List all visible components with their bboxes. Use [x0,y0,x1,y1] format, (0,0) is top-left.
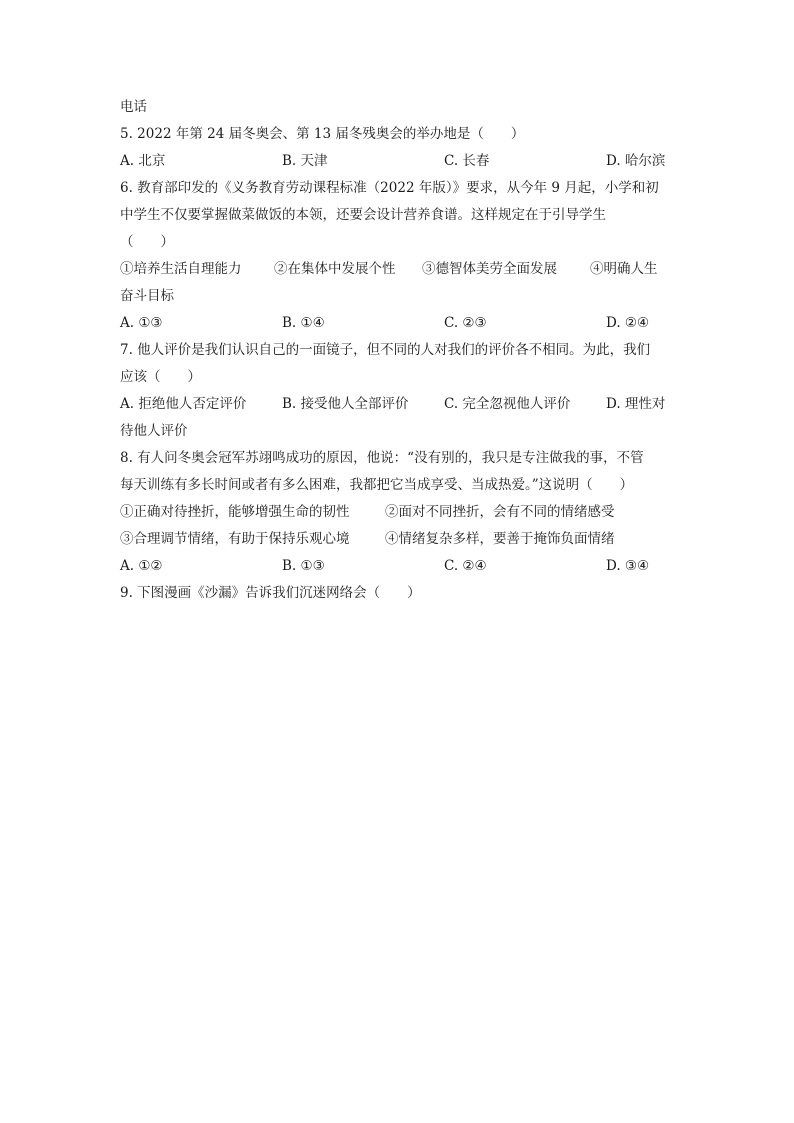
statement-2: ②在集体中发展个性 [274,261,396,277]
question-8 [120,445,676,580]
option-c[interactable]: C. 长春 [444,153,490,169]
statement-4: ④明确人生 [590,261,658,277]
option-continuation: 待他人评价 [120,423,188,439]
option-a[interactable]: A. 北京 [120,153,166,169]
exam-page [120,94,676,607]
option-b[interactable]: B. 天津 [282,153,328,169]
options-row [120,148,676,175]
header-fragment: 电话 [120,99,147,115]
question-stem: 应该（ ） [120,369,201,385]
options-row [120,310,676,337]
option-c[interactable]: C. 完全忽视他人评价 [444,396,571,412]
option-b[interactable]: B. 接受他人全部评价 [282,396,409,412]
question-stem: 6. 教育部印发的《义务教育劳动课程标准（2022 年版）》要求，从今年 9 月起，小学和初 [120,180,659,196]
statements-row [120,499,676,526]
question-6 [120,175,676,337]
option-c[interactable]: C. ②③ [444,315,487,331]
statement-continuation: 奋斗目标 [120,288,174,304]
statements-row [120,526,676,553]
option-a[interactable]: A. 拒绝他人否定评价 [120,396,247,412]
question-9 [120,580,676,607]
statement-2: ②面对不同挫折，会有不同的情绪感受 [385,504,615,520]
options-row [120,553,676,580]
statement-3: ③合理调节情绪，有助于保持乐观心境 [120,531,350,547]
question-stem: 5. 2022 年第 24 届冬奥会、第 13 届冬残奥会的举办地是（ ） [120,126,525,142]
question-stem: 7. 他人评价是我们认识自己的一面镜子，但不同的人对我们的评价各不相同。为此，我们 [120,342,651,358]
statements-row [120,256,676,283]
question-7 [120,337,676,445]
statement-3: ③德智体美劳全面发展 [422,261,557,277]
question-stem: 8. 有人问冬奥会冠军苏翊鸣成功的原因，他说：“没有别的，我只是专注做我的事，不管 [120,450,644,466]
answer-bracket: （ ） [120,234,174,250]
question-stem: 9. 下图漫画《沙漏》告诉我们沉迷网络会（ ） [120,585,421,601]
option-b[interactable]: B. ①③ [282,558,325,574]
question-stem: 中学生不仅要掌握做菜做饭的本领，还要会设计营养食谱。这样规定在于引导学生 [120,207,606,223]
option-c[interactable]: C. ②④ [444,558,487,574]
option-d[interactable]: D. ②④ [606,315,650,331]
statement-1: ①培养生活自理能力 [120,261,242,277]
statement-4: ④情绪复杂多样，要善于掩饰负面情绪 [385,531,615,547]
question-5 [120,121,676,175]
question-stem: 每天训练有多长时间或者有多么困难，我都把它当成享受、当成热爱。”这说明（ ） [120,477,634,493]
options-row [120,391,676,418]
option-a[interactable]: A. ①② [120,558,163,574]
option-d[interactable]: D. ③④ [606,558,650,574]
option-b[interactable]: B. ①④ [282,315,325,331]
option-d[interactable]: D. 理性对 [606,396,666,412]
option-d[interactable]: D. 哈尔滨 [606,153,666,169]
option-a[interactable]: A. ①③ [120,315,163,331]
statement-1: ①正确对待挫折，能够增强生命的韧性 [120,504,350,520]
